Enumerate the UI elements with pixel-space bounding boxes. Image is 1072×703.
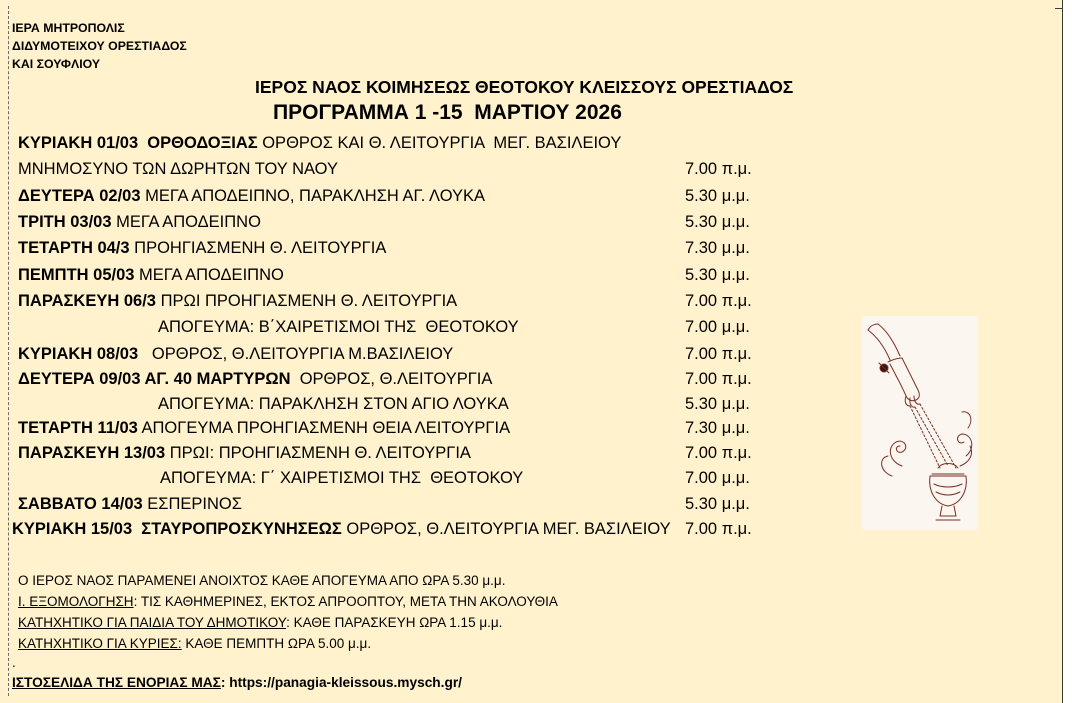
schedule-row (18, 344, 453, 364)
schedule-row (158, 394, 509, 414)
schedule-service: ΑΠΟΓΕΥΜΑ: Γ΄ ΧΑΙΡΕΤΙΣΜΟΙ ΤΗΣ ΘΕΟΤΟΚΟΥ (160, 469, 524, 487)
footer-open-hours: Ο ΙΕΡΟΣ ΝΑΟΣ ΠΑΡΑΜΕΝΕΙ ΑΝΟΙΧΤΟΣ ΚΑΘΕ ΑΠΟΓΕΥΜΑ ΑΠΟ ΩΡΑ 5.30 μ.μ. (18, 573, 506, 588)
schedule-time: 7.30 μ.μ. (685, 419, 750, 437)
schedule-row (18, 186, 485, 206)
schedule-day: ΠΑΡΑΣΚΕΥΗ 06/3 (18, 292, 156, 310)
schedule-time: 7.00 μ.μ. (685, 469, 750, 487)
website-url[interactable]: https://panagia-kleissous.mysch.gr/ (229, 675, 462, 690)
schedule-day: ΠΑΡΑΣΚΕΥΗ 13/03 (18, 444, 166, 462)
website-label: ΙΣΤΟΣΕΛΙΔΑ ΤΗΣ ΕΝΟΡΙΑΣ ΜΑΣ (12, 675, 221, 690)
schedule-time: 7.00 μ.μ. (685, 318, 750, 336)
schedule-service: ΑΠΟΓΕΥΜΑ: ΠΑΡΑΚΛΗΣΗ ΣΤΟΝ ΑΓΙΟ ΛΟΥΚΑ (158, 395, 509, 413)
schedule-time: 5.30 μ.μ. (685, 266, 750, 284)
website-line (12, 675, 462, 691)
schedule-day: ΤΕΤΑΡΤΗ 04/3 (18, 239, 130, 257)
schedule-service: ΟΡΘΡΟΣ, Θ.ΛΕΙΤΟΥΡΓΙΑ ΜΕΓ. ΒΑΣΙΛΕΙΟΥ (341, 520, 671, 538)
footer-confession (18, 594, 558, 610)
schedule-day: ΤΡΙΤΗ 03/03 (18, 213, 112, 231)
page-border-left (8, 6, 9, 696)
schedule-service: ΠΡΩΙ ΠΡΟΗΓΙΑΣΜΕΝΗ Θ. ΛΕΙΤΟΥΡΓΙΑ (155, 292, 458, 310)
footer-confession-text: : ΤΙΣ ΚΑΘΗΜΕΡΙΝΕΣ, ΕΚΤΟΣ ΑΠΡΟΟΠΤΟΥ, ΜΕΤΑ ΤΗΝ ΑΚΟΛΟΥΘΙΑ (133, 594, 558, 609)
schedule-service: ΑΠΟΓΕΥΜΑ: Β΄ΧΑΙΡΕΤΙΣΜΟΙ ΤΗΣ ΘΕΟΤΟΚΟΥ (158, 318, 519, 336)
schedule-row (18, 418, 510, 438)
schedule-row (18, 212, 261, 232)
schedule-service: ΑΠΟΓΕΥΜΑ ΠΡΟΗΓΙΑΣΜΕΝΗ ΘΕΙΑ ΛΕΙΤΟΥΡΓΙΑ (137, 419, 511, 437)
schedule-service: ΜΕΓΑ ΑΠΟΔΕΙΠΝΟ, ΠΑΡΑΚΛΗΣΗ ΑΓ. ΛΟΥΚΑ (140, 187, 486, 205)
schedule-service: ΟΡΘΡΟΣ, Θ.ΛΕΙΤΟΥΡΓΙΑ Μ.ΒΑΣΙΛΕΙΟΥ (138, 345, 454, 363)
schedule-day: ΔΕΥΤΕΡΑ 09/03 ΑΓ. 40 ΜΑΡΤΥΡΩΝ (18, 370, 291, 388)
schedule-day: ΔΕΥΤΕΡΑ 02/03 (18, 187, 141, 205)
footer-confession-label: Ι. ΕΞΟΜΟΛΟΓΗΣΗ (18, 594, 134, 609)
schedule-row (18, 494, 242, 514)
schedule-day: ΠΕΜΠΤΗ 05/03 (18, 266, 135, 284)
schedule-time: 5.30 μ.μ. (685, 495, 750, 513)
schedule-time: 5.30 μ.μ. (685, 213, 750, 231)
page-corner-mark (1055, 8, 1062, 9)
schedule-time: 7.00 π.μ. (685, 520, 752, 538)
censer-illustration (862, 316, 978, 530)
schedule-row (18, 238, 386, 258)
schedule-service: ΜΝΗΜΟΣΥΝΟ ΤΩΝ ΔΩΡΗΤΩΝ ΤΟΥ ΝΑΟΥ (18, 160, 338, 178)
schedule-service: ΜΕΓΑ ΑΠΟΔΕΙΠΝΟ (134, 266, 284, 284)
footer-dot: . (12, 655, 16, 670)
schedule-row (160, 468, 523, 488)
schedule-service: ΠΡΟΗΓΙΑΣΜΕΝΗ Θ. ΛΕΙΤΟΥΡΓΙΑ (129, 239, 387, 257)
schedule-service: ΟΡΘΡΟΣ ΚΑΙ Θ. ΛΕΙΤΟΥΡΓΙΑ ΜΕΓ. ΒΑΣΙΛΕΙΟΥ (257, 134, 622, 152)
schedule-time: 7.00 π.μ. (685, 160, 752, 178)
schedule-day: ΣΑΒΒΑΤΟ 14/03 (18, 495, 143, 513)
schedule-time: 7.00 π.μ. (685, 444, 752, 462)
schedule-row (18, 265, 284, 285)
footer-catechism-children-text: : ΚΑΘΕ ΠΑΡΑΣΚΕΥΗ ΩΡΑ 1.15 μ.μ. (286, 615, 503, 630)
schedule-row (18, 369, 492, 389)
footer-catechism-women-text: ΚΑΘΕ ΠΕΜΠΤΗ ΩΡΑ 5.00 μ.μ. (181, 636, 372, 651)
diocese-line: ΚΑΙ ΣΟΥΦΛΙΟΥ (12, 57, 101, 71)
website-separator: : (220, 675, 230, 690)
schedule-row (18, 443, 471, 463)
schedule-row (18, 133, 621, 153)
footer-catechism-women (18, 636, 371, 652)
schedule-time: 7.00 π.μ. (685, 345, 752, 363)
schedule-time: 7.00 π.μ. (685, 370, 752, 388)
diocese-line: ΙΕΡΑ ΜΗΤΡΟΠΟΛΙΣ (12, 21, 125, 35)
page-border-right (1062, 0, 1063, 703)
schedule-row (18, 159, 338, 179)
program-title: ΠΡΟΓΡΑΜΜΑ 1 -15 ΜΑΡΤΙΟΥ 2026 (273, 101, 622, 124)
schedule-time: 5.30 μ.μ. (685, 395, 750, 413)
diocese-line: ΔΙΔΥΜΟΤΕΙΧΟΥ ΟΡΕΣΤΙΑΔΟΣ (12, 39, 187, 53)
schedule-row (158, 317, 519, 337)
schedule-service: ΕΣΠΕΡΙΝΟΣ (142, 495, 242, 513)
footer-catechism-children (18, 615, 502, 631)
schedule-day: ΤΕΤΑΡΤΗ 11/03 (18, 419, 138, 437)
schedule-day: ΚΥΡΙΑΚΗ 15/03 ΣΤΑΥΡΟΠΡΟΣΚΥΝΗΣΕΩΣ (12, 520, 342, 538)
schedule-row (12, 519, 671, 539)
schedule-service: ΜΕΓΑ ΑΠΟΔΕΙΠΝΟ (111, 213, 261, 231)
schedule-service: ΠΡΩΙ: ΠΡΟΗΓΙΑΣΜΕΝΗ Θ. ΛΕΙΤΟΥΡΓΙΑ (165, 444, 471, 462)
church-name: ΙΕΡΟΣ ΝΑΟΣ ΚΟΙΜΗΣΕΩΣ ΘΕΟΤΟΚΟΥ ΚΛΕΙΣΣΟΥΣ ΟΡΕΣΤΙΑΔΟΣ (255, 77, 794, 97)
schedule-time: 7.00 π.μ. (685, 292, 752, 310)
schedule-time: 5.30 μ.μ. (685, 187, 750, 205)
footer-catechism-women-label: ΚΑΤΗΧΗΤΙΚΟ ΓΙΑ ΚΥΡΙΕΣ: (18, 636, 182, 651)
schedule-row (18, 291, 457, 311)
schedule-day: ΚΥΡΙΑΚΗ 01/03 ΟΡΘΟΔΟΞΙΑΣ (18, 134, 258, 152)
footer-catechism-children-label: ΚΑΤΗΧΗΤΙΚΟ ΓΙΑ ΠΑΙΔΙΑ ΤΟΥ ΔΗΜΟΤΙΚΟΥ (18, 615, 287, 630)
schedule-time: 7.30 μ.μ. (685, 239, 750, 257)
schedule-service: ΟΡΘΡΟΣ, Θ.ΛΕΙΤΟΥΡΓΙΑ (290, 370, 493, 388)
schedule-day: ΚΥΡΙΑΚΗ 08/03 (18, 345, 139, 363)
